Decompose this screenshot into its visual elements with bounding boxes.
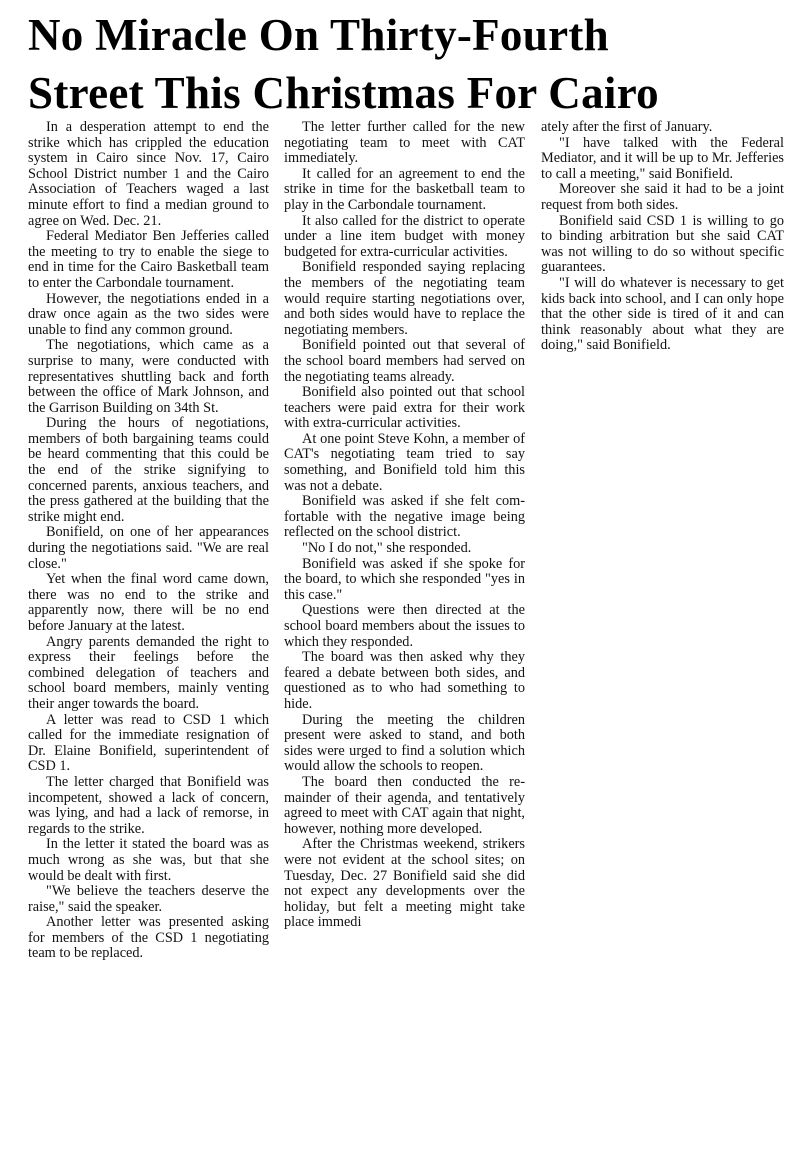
- paragraph: The negotiations, which came as a surprise to many, were conducted with representatives shuttling back and forth between the office of Mark Johnson, and the Garrison Building on 34th St.: [28, 337, 269, 416]
- paragraph: Bonifield was asked if she felt comfortable with the negative image being reflected on the school district.: [284, 493, 525, 541]
- paragraph: Bonifield pointed out that several of the school board members had served on the negotiating teams already.: [284, 337, 525, 385]
- paragraph: Bonifield responded saying replacing the members of the negotiating team would require starting negotiations over, and both sides would have to replace the negotiating members.: [284, 259, 525, 338]
- paragraph: In a desperation attempt to end the strike which has crippled the education system in Cairo since Nov. 17, Cairo School District number 1 and the Cairo Association of Teachers waged a last minute effort to find a median ground to agree on Wed. Dec. 21.: [28, 119, 269, 229]
- paragraph: Angry parents demanded the right to express their feelings before the combined delegation of teachers and school board members, mainly venting their anger towards the board.: [28, 633, 269, 712]
- paragraph: After the Christmas weekend, strikers were not evident at the school sites; on Tuesday, Dec. 27 Bonifield said she did not expect any developments over the holiday, but felt a meeting might take place immedi: [284, 836, 525, 931]
- paragraph: Questions were then directed at the school board members about the issues to which they responded.: [284, 602, 525, 650]
- paragraph: "I have talked with the Federal Mediator, and it will be up to Mr. Jefferies to call a meeting," said Bonifield.: [541, 134, 784, 182]
- paragraph: Bonifield, on one of her appearances during the negotiations said. "We are real close.": [28, 524, 269, 572]
- article-column-3: [541, 120, 784, 354]
- paragraph: The board then conducted the remainder of their agenda, and tentatively agreed to meet with CAT again that night, however, nothing more developed.: [284, 773, 525, 837]
- paragraph: Yet when the final word came down, there was no end to the strike and apparently now, there will be no end before January at the latest.: [28, 571, 269, 634]
- paragraph: Bonifield said CSD 1 is willing to go to binding arbitration but she said CAT was not willing to do so without specific guarantees.: [541, 212, 784, 276]
- headline: [28, 6, 788, 122]
- article-column-2: [284, 120, 525, 931]
- paragraph: Bonifield also pointed out that school teachers were paid extra for their work with extra-curricular activities.: [284, 384, 525, 432]
- paragraph: The letter further called for the new negotiating team to meet with CAT immediately.: [284, 119, 525, 167]
- paragraph: "I will do whatever is necessary to get kids back into school, and I can only hope that the other side is tired of it and can think reasonably about what they are doing," said Bonifield.: [541, 274, 784, 354]
- paragraph: Moreover she said it had to be a joint request from both sides.: [541, 181, 784, 213]
- paragraph: A letter was read to CSD 1 which called for the immediate resignation of Dr. Elaine Bonifield, superintendent of CSD 1.: [28, 711, 269, 775]
- headline-line-2: Street This Christmas For Cairo: [28, 68, 659, 118]
- paragraph: Bonifield was asked if she spoke for the board, to which she responded "yes in this case.": [284, 555, 525, 603]
- paragraph: At one point Steve Kohn, a member of CAT's negotiating team tried to say something, and Bonifield told him this was not a debate.: [284, 430, 525, 494]
- paragraph: In the letter it stated the board was as much wrong as she was, but that she would be dealt with first.: [28, 836, 269, 884]
- paragraph: The board was then asked why they feared a debate between both sides, and questioned as to who had something to hide.: [284, 649, 525, 712]
- headline-line-1: No Miracle On Thirty-Fourth: [28, 10, 609, 60]
- paragraph-continued: ately after the first of January.: [541, 119, 713, 135]
- paragraph: It called for an agreement to end the strike in time for the basketball team to play in the Carbondale tournament.: [284, 165, 525, 213]
- paragraph: During the hours of negotiations, members of both bargaining teams could be heard commenting that this could be the end of the strike signifying to concerned parents, anxious teachers, and the press gathered at the building that the strike might end.: [28, 415, 269, 525]
- paragraph: It also called for the district to operate under a line item budget with money budgeted for extra-curricular activities.: [284, 212, 525, 260]
- article-column-1: [28, 120, 269, 962]
- paragraph: "We believe the teachers deserve the raise," said the speaker.: [28, 883, 269, 915]
- paragraph: During the meeting the children present were asked to stand, and both sides were urged to find a solution which would allow the schools to reopen.: [284, 711, 525, 775]
- paragraph: Another letter was presented asking for members of the CSD 1 negotiating team to be replaced.: [28, 914, 269, 962]
- paragraph: Federal Mediator Ben Jefferies called the meeting to try to enable the siege to end in time for the Cairo Basketball team to enter the Carbondale tournament.: [28, 228, 269, 291]
- paragraph: However, the negotiations ended in a draw once again as the two sides were unable to find any common ground.: [28, 290, 269, 338]
- paragraph: "No I do not," she responded.: [302, 540, 472, 557]
- paragraph: The letter charged that Bonifield was incompetent, showed a lack of concern, was lying, and had a lack of remorse, in regards to the strike.: [28, 773, 269, 837]
